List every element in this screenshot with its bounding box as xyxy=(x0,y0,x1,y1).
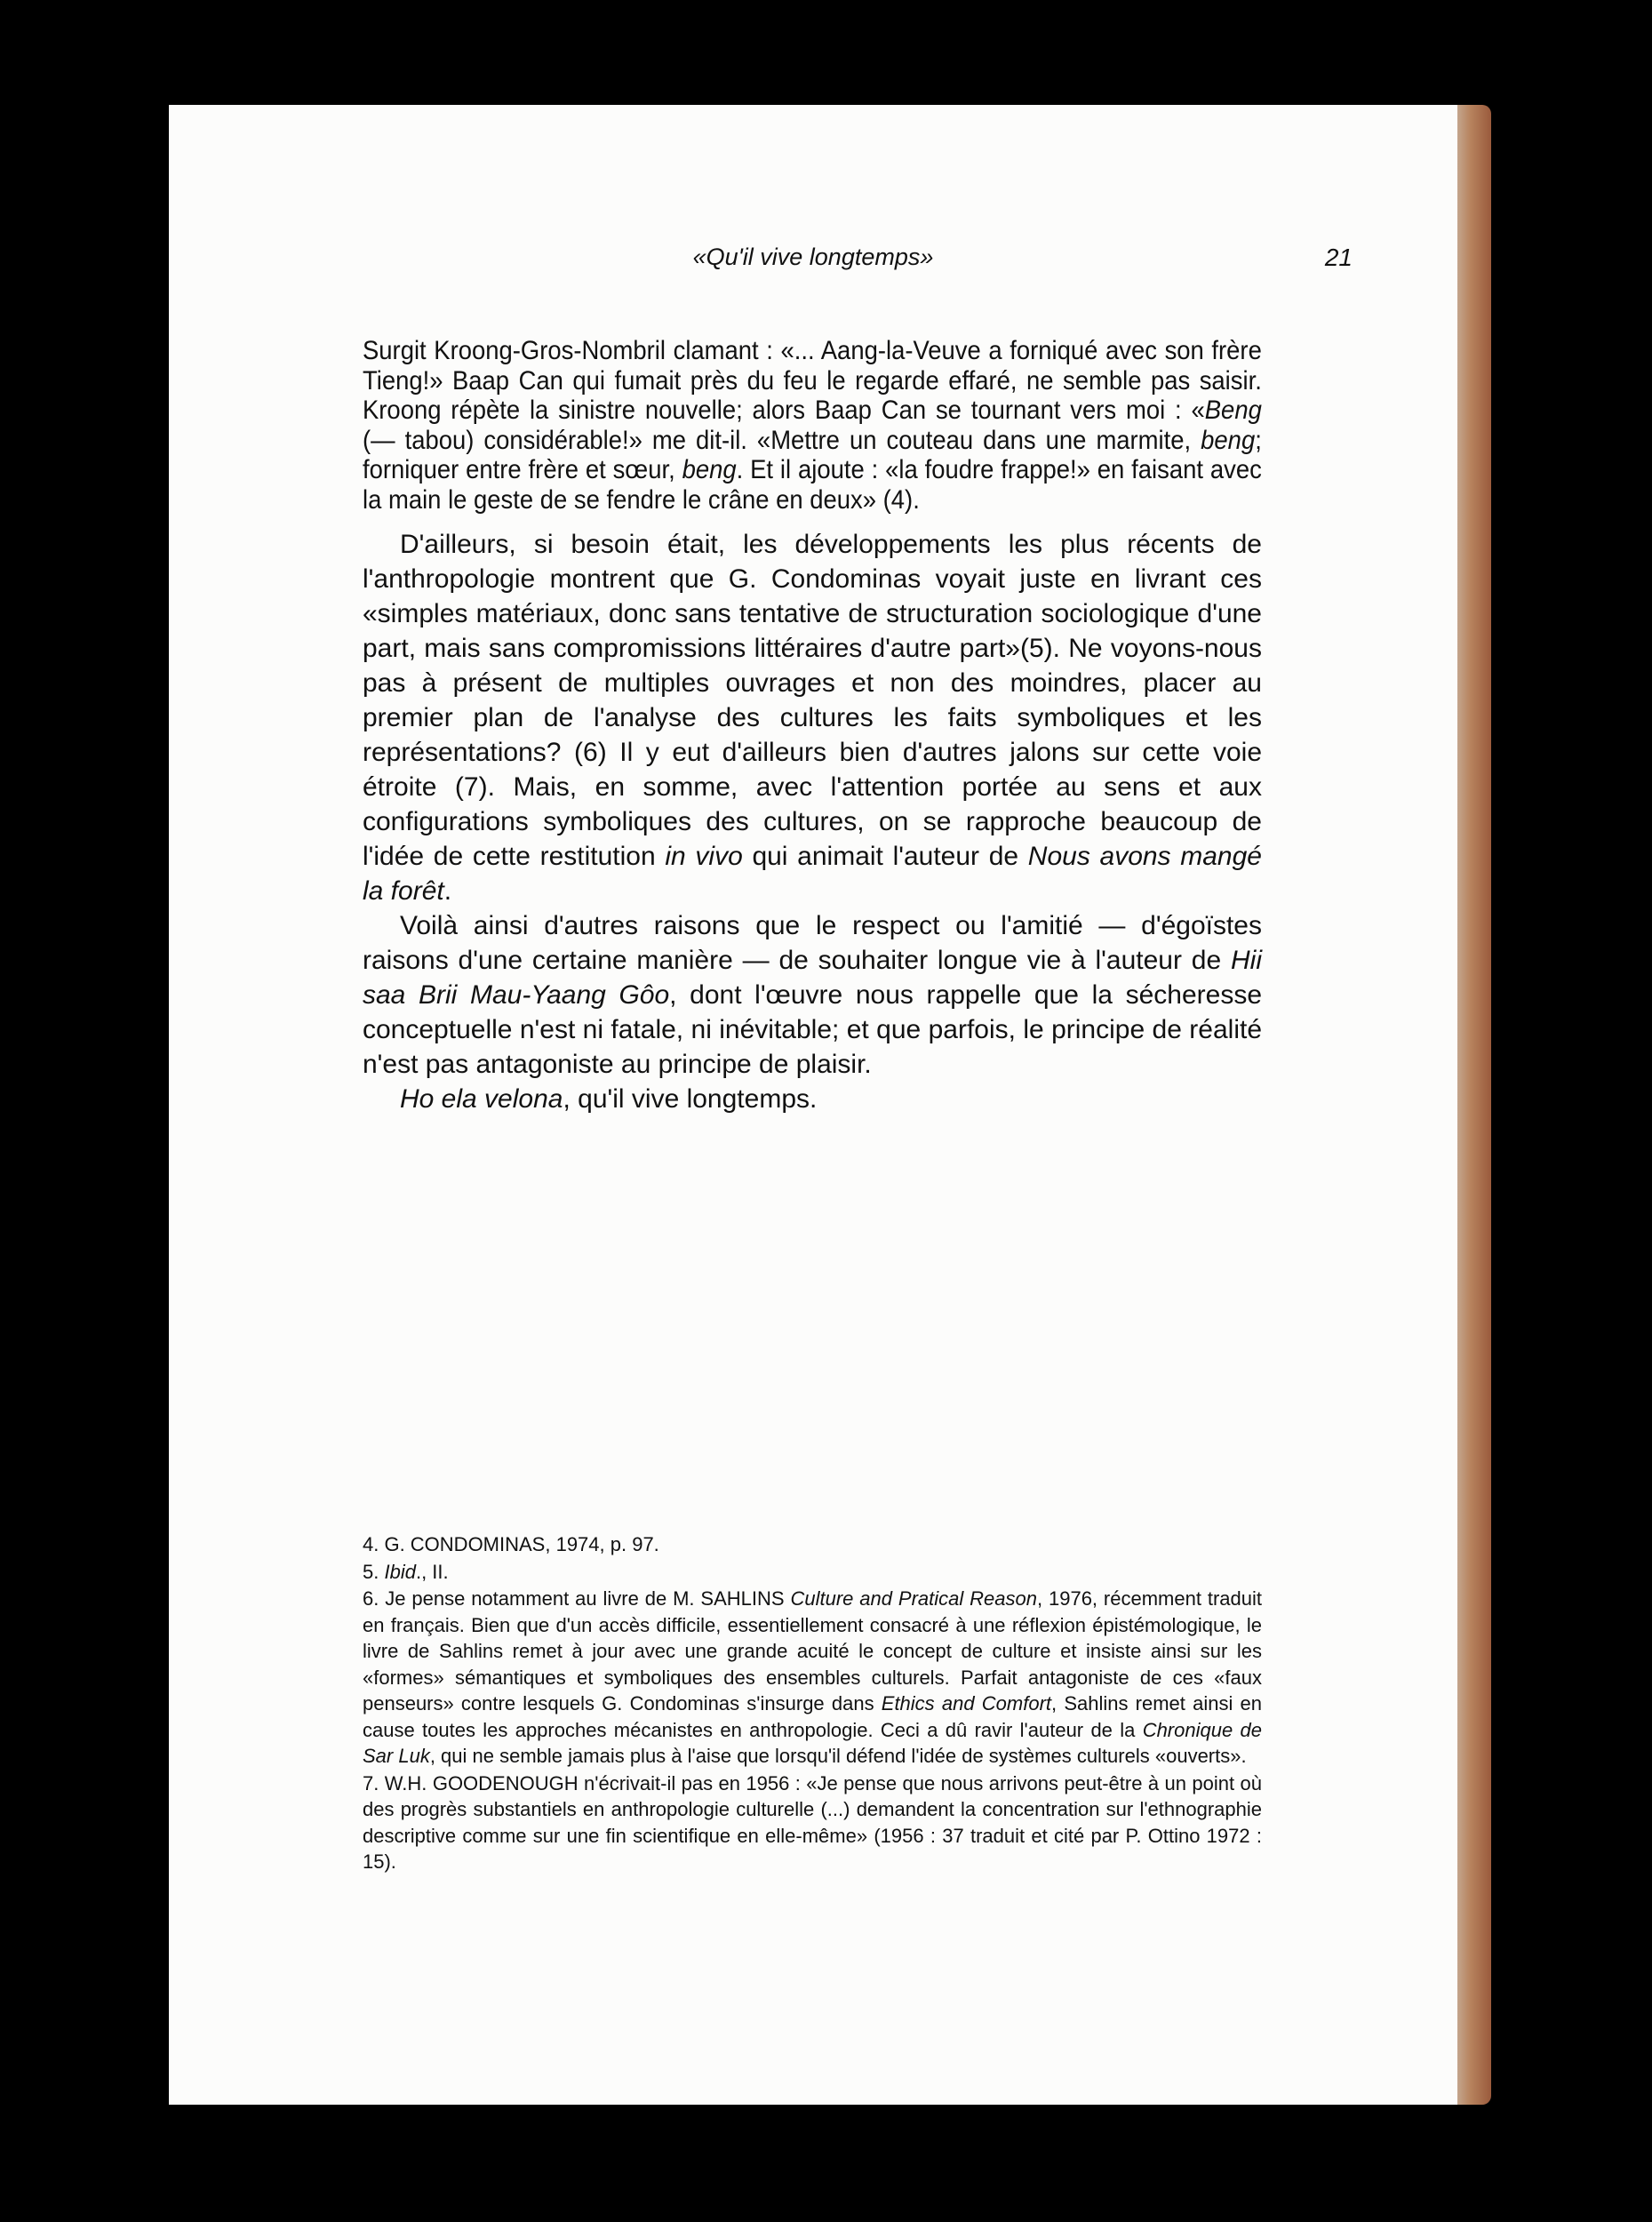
intro-text-1: Surgit Kroong-Gros-Nombril clamant : «... Aang-la-Veuve a forniqué avec son frère Tieng!» Baap Can qui fumait près du feu le regarde effaré, ne semble pas saisir. Kroong répète la sinistre nouvelle; alors Baap Can se tournant vers moi : « xyxy=(363,336,1262,425)
intro-italic-2: beng xyxy=(1201,425,1256,455)
page-header xyxy=(169,244,1457,279)
footnotes xyxy=(363,1531,1262,1876)
p2-text-3: . xyxy=(443,876,452,906)
footnote-7: 7. W.H. GOODENOUGH n'écrivait-il pas en 1956 : «Je pense que nous arrivons peut-être à un point où des progrès substantiels en anthropologie culturelle (...) demandent la concentration sur l'ethnographie descriptive comme sur une fin scientifique en elle-même» (1956 : 37 traduit et cité par P. Ottino 1972 : 15). xyxy=(363,1771,1262,1873)
intro-text-3: ; forniquer entre frère et sœur, xyxy=(363,425,1262,484)
p2-italic-2: Nous avons mangé la forêt xyxy=(363,842,1262,906)
p3-text-1: Voilà ainsi d'autres raisons que le respect ou l'amitié — d'égoïstes raisons d'une certaine manière — de souhaiter longue vie à l'auteur de xyxy=(363,911,1262,975)
p3-text-2: , dont l'œuvre nous rappelle que la sécheresse conceptuelle n'est ni fatale, ni inévitable; et que parfois, le principe de réalité n'est pas antagoniste au principe de plaisir. xyxy=(363,980,1262,1079)
paragraph-2 xyxy=(363,527,1262,908)
intro-paragraph xyxy=(363,336,1262,515)
footnote-6 xyxy=(363,1586,1262,1770)
fn5-italic: Ibid xyxy=(384,1560,416,1583)
fn6-text-4: , qui ne semble jamais plus à l'aise que lorsqu'il défend l'idée de systèmes culturels «ouverts». xyxy=(429,1745,1247,1767)
paragraph-4 xyxy=(363,1082,1262,1116)
p2-text-1: D'ailleurs, si besoin était, les développements les plus récents de l'anthropologie montrent que G. Condominas voyait juste en livrant ces «simples matériaux, donc sans tentative de structuration sociologique d'une part, mais sans compromissions littéraires d'autre part»(5). Ne voyons-nous pas à présent de multiples ouvrages et non des moindres, placer au premier plan de l'analyse des cultures les faits symboliques et les représentations? (6) Il y eut d'ailleurs bien d'autres jalons sur cette voie étroite (7). Mais, en somme, avec l'attention portée au sens et aux configurations symboliques des cultures, on se rapproche beaucoup de l'idée de cette restitution xyxy=(363,530,1262,871)
fn6-italic-1: Culture and Pratical Reason xyxy=(790,1587,1037,1610)
p4-text-1: , qu'il vive longtemps. xyxy=(563,1084,818,1114)
running-title: «Qu'il vive longtemps» xyxy=(692,244,934,270)
paragraph-3 xyxy=(363,908,1262,1082)
fn6-text-1: 6. Je pense notamment au livre de M. SAHLINS xyxy=(363,1587,791,1610)
intro-italic-3: beng xyxy=(682,455,737,484)
footnote-5 xyxy=(363,1559,1262,1586)
fn6-italic-3: Chronique de Sar Luk xyxy=(363,1718,1262,1767)
fn5-rest: ., II. xyxy=(415,1560,449,1583)
intro-italic-1: Beng xyxy=(1204,396,1262,425)
page-number: 21 xyxy=(1324,244,1353,271)
p4-italic-1: Ho ela velona xyxy=(400,1084,563,1114)
footnote-4: 4. G. CONDOMINAS, 1974, p. 97. xyxy=(363,1533,659,1555)
book-page xyxy=(169,105,1457,2105)
p2-italic-1: in vivo xyxy=(665,842,743,871)
fn6-text-3: , Sahlins remet ainsi en cause toutes les approches mécanistes en anthropologie. Ceci a dû ravir l'auteur de la xyxy=(363,1692,1263,1741)
intro-text-4: . Et il ajoute : «la foudre frappe!» en faisant avec la main le geste de se fendre le crâne en deux» (4). xyxy=(363,455,1262,515)
fn6-text-2: , 1976, récemment traduit en français. Bien que d'un accès difficile, essentiellement consacré à une réflexion épistémologique, le livre de Sahlins remet à jour avec une grande acuité le concept de culture et insiste ainsi sur les «formes» sémantiques et symboliques des ensembles culturels. Parfait antagoniste de ces «faux penseurs» contre lesquels G. Condominas s'insurge dans xyxy=(363,1587,1263,1714)
intro-text-2: (— tabou) considérable!» me dit-il. «Mettre un couteau dans une marmite, xyxy=(363,425,1201,455)
p2-text-2: qui animait l'auteur de xyxy=(742,842,1028,871)
fn6-italic-2: Ethics and Comfort xyxy=(881,1692,1052,1714)
body-text xyxy=(363,527,1262,1116)
fn5-number: 5. xyxy=(363,1560,385,1583)
p3-italic-1: Hii saa Brii Mau-Yaang Gôo xyxy=(363,946,1262,1010)
